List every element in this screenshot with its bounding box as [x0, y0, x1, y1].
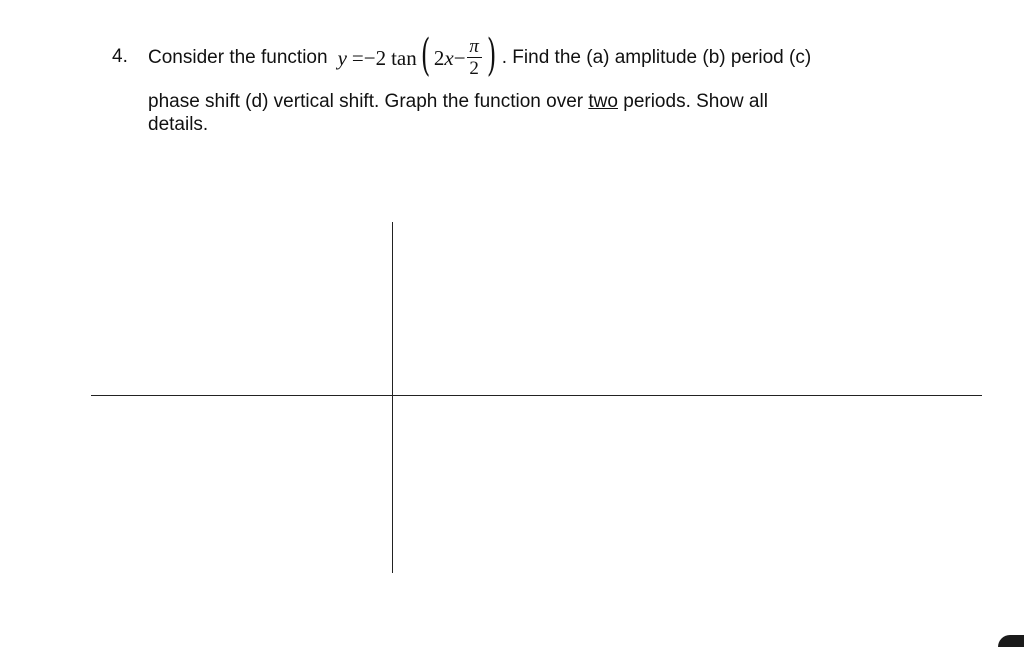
inner-coefficient: 2	[433, 45, 445, 70]
function-equation	[337, 30, 500, 81]
close-paren: )	[486, 30, 496, 81]
equation-lhs: y	[337, 45, 347, 70]
question-line-2	[148, 90, 848, 136]
after-equation-text: . Find the (a) amplitude (b) period (c)	[501, 47, 812, 68]
intro-text: Consider the function	[148, 47, 328, 68]
equation-equals: =	[351, 45, 364, 70]
corner-mark	[998, 635, 1024, 647]
line3-text: details.	[148, 114, 209, 135]
y-axis	[392, 222, 393, 573]
inner-variable: x	[444, 45, 454, 70]
underlined-two: two	[588, 91, 618, 112]
pi-over-two-fraction	[467, 37, 482, 79]
open-paren: (	[420, 30, 431, 81]
line2-before-text: phase shift (d) vertical shift. Graph the function over	[148, 91, 589, 112]
question-number: 4.	[112, 46, 128, 67]
line2-after-text: periods. Show all	[617, 91, 768, 112]
question-line-1	[148, 28, 811, 88]
equation-coefficient: −2	[363, 45, 387, 70]
fraction-denominator: 2	[469, 58, 479, 79]
equation-func: tan	[391, 45, 417, 70]
fraction-numerator: π	[469, 36, 479, 57]
inner-minus: −	[453, 45, 466, 70]
x-axis	[91, 395, 982, 396]
